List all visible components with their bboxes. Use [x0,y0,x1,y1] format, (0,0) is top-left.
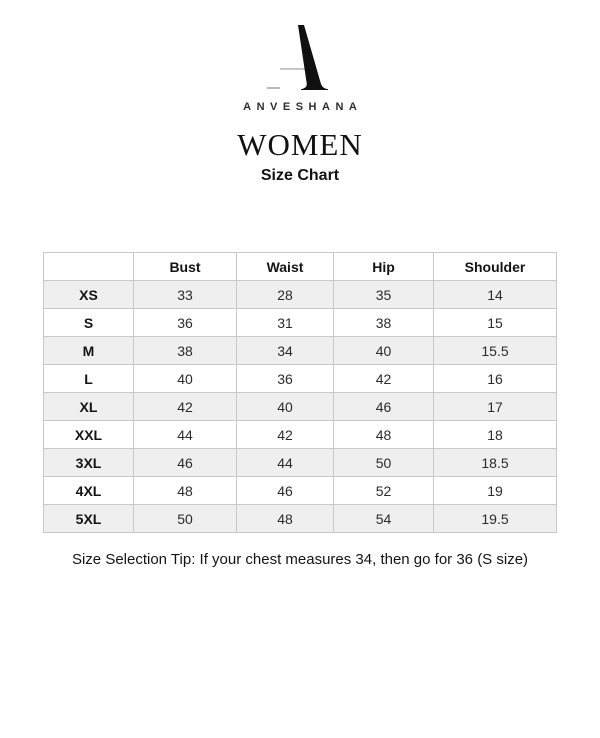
waist-value: 42 [237,421,334,449]
column-header-size [44,253,134,281]
anveshana-a-monogram-icon [250,20,350,100]
waist-value: 44 [237,449,334,477]
shoulder-value: 18 [434,421,557,449]
size-label: XS [44,281,134,309]
shoulder-value: 15.5 [434,337,557,365]
waist-value: 46 [237,477,334,505]
column-header-shoulder: Shoulder [434,253,557,281]
size-label: 3XL [44,449,134,477]
category-title: WOMEN [237,127,363,162]
size-label: L [44,365,134,393]
table-row-l [44,365,557,393]
bust-value: 36 [134,309,237,337]
size-selection-tip: Size Selection Tip: If your chest measures 34, then go for 36 (S size) [71,551,529,568]
page-title: Size Chart [260,167,340,184]
bust-value: 48 [134,477,237,505]
column-header-waist: Waist [237,253,334,281]
hip-value: 46 [334,393,434,421]
size-label: XL [44,393,134,421]
waist-value: 48 [237,505,334,533]
size-label: M [44,337,134,365]
hip-value: 52 [334,477,434,505]
table-row-5xl [44,505,557,533]
size-label: S [44,309,134,337]
waist-value: 31 [237,309,334,337]
shoulder-value: 18.5 [434,449,557,477]
table-row-xs [44,281,557,309]
bust-value: 50 [134,505,237,533]
table-row-m [44,337,557,365]
hip-value: 42 [334,365,434,393]
size-label: 4XL [44,477,134,505]
size-chart-table [43,252,557,533]
table-row-xl [44,393,557,421]
bust-value: 46 [134,449,237,477]
shoulder-value: 14 [434,281,557,309]
hip-value: 50 [334,449,434,477]
hip-value: 35 [334,281,434,309]
waist-value: 40 [237,393,334,421]
waist-value: 34 [237,337,334,365]
brand-name: ANVESHANA [243,101,363,113]
shoulder-value: 16 [434,365,557,393]
header-row [44,253,557,281]
hip-value: 40 [334,337,434,365]
bust-value: 33 [134,281,237,309]
shoulder-value: 15 [434,309,557,337]
hip-value: 54 [334,505,434,533]
bust-value: 40 [134,365,237,393]
table-row-3xl [44,449,557,477]
shoulder-value: 19.5 [434,505,557,533]
table-row-xxl [44,421,557,449]
hip-value: 48 [334,421,434,449]
table-row-4xl [44,477,557,505]
hip-value: 38 [334,309,434,337]
size-label: 5XL [44,505,134,533]
waist-value: 36 [237,365,334,393]
brand-logo [250,20,350,100]
column-header-bust: Bust [134,253,237,281]
table-row-s [44,309,557,337]
size-label: XXL [44,421,134,449]
bust-value: 42 [134,393,237,421]
column-header-hip: Hip [334,253,434,281]
shoulder-value: 17 [434,393,557,421]
shoulder-value: 19 [434,477,557,505]
bust-value: 44 [134,421,237,449]
waist-value: 28 [237,281,334,309]
bust-value: 38 [134,337,237,365]
